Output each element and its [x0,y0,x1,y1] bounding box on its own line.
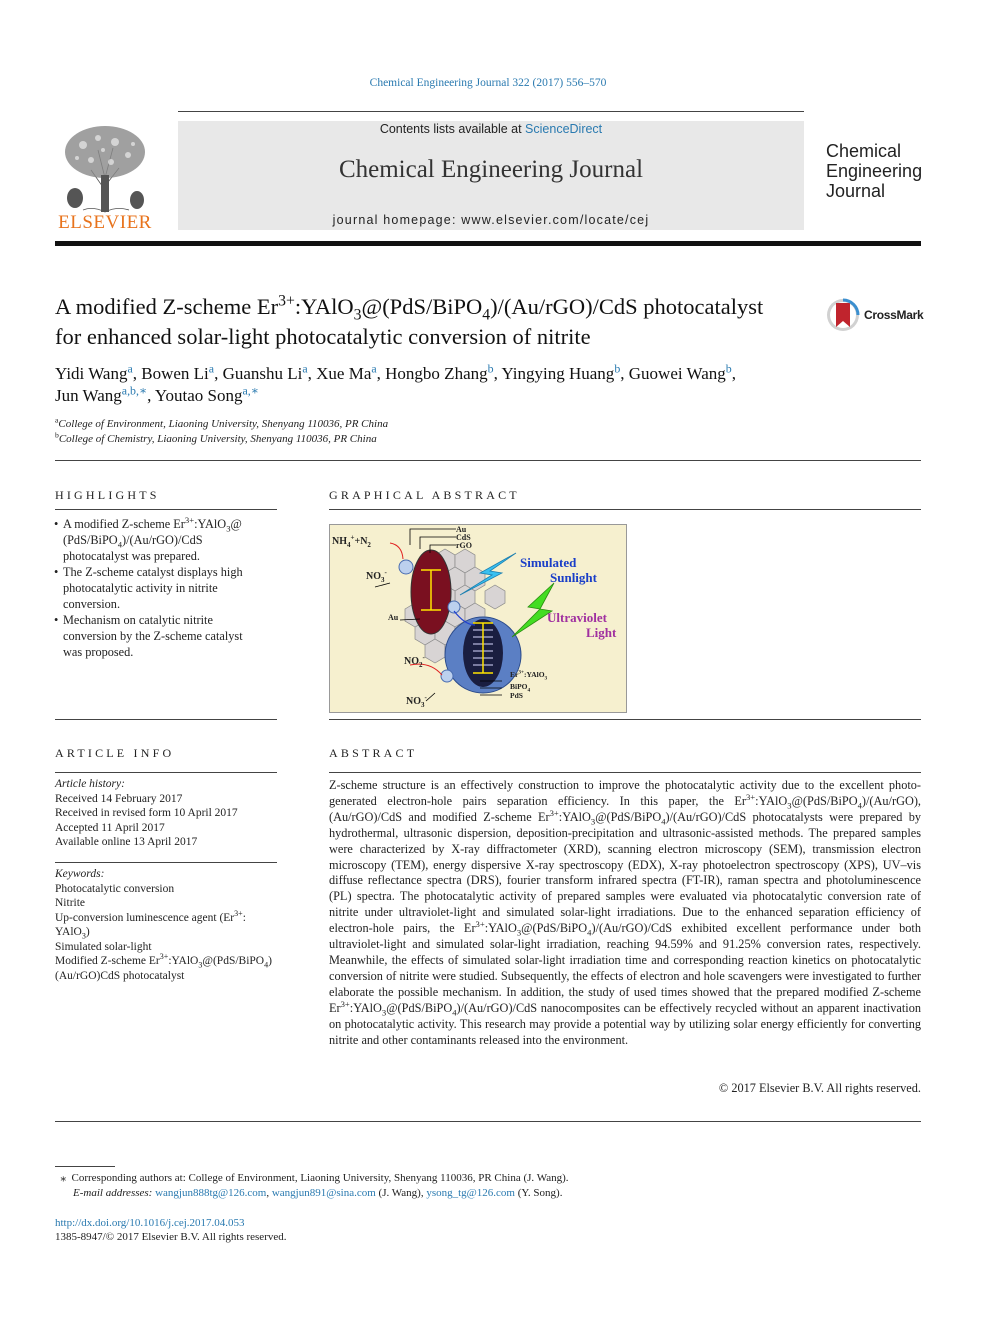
ga-label-light: Light [586,625,617,640]
ga-label-simulated: Simulated [520,555,577,570]
author-list [55,363,921,407]
affiliation-b: $^b$College of Chemistry, Liaoning University, Shenyang 110036, PR China [55,429,377,445]
crossmark-icon [826,297,860,333]
abstract-heading: ABSTRACT [329,746,418,760]
article-title-line-2: for enhanced solar-light photocatalytic conversion of nitrite [55,324,591,349]
affiliation-a-text: College of Environment, Liaoning University, Shenyang 110036, PR China [58,418,389,430]
ga-label-nh4: $NH_4^++N_2$ [332,533,371,549]
crossmark-badge[interactable] [826,297,922,333]
author-line-2: Jun Wang$^{a,b,∗}$, Youtao Song$^{a,∗}$ [55,383,259,405]
author-line-1: Yidi Wang$^a$, Bowen Li$^a$, Guanshu Li$^a$, Xue Ma$^a$, Hongbo Zhang$^b$, Yingying Huang$^b$, Guowei Wang$^b$, [55,361,736,383]
ga-label-bipo4: BiPO$_4$ [510,682,531,694]
article-title [55,292,815,352]
ga-label-er: $Er^{3+}:YAlO_3$ [510,669,548,682]
ga-label-no2: $NO_2^-$ [404,653,425,669]
abstract-bottom-rule [55,1121,921,1122]
affiliation-rule [55,460,921,461]
ga-label-no3-top: $NO_3^-$ [366,568,387,584]
keyword-3: Up-conversion luminescence agent ($Er^{3+}$: YAlO$_3$) [55,908,246,941]
ga-label-pds: PdS [510,691,523,700]
affiliations [55,417,388,446]
ga-label-rgo: rGO [456,541,472,550]
email-label: E-mail addresses: [73,1186,153,1199]
keyword-4: Simulated solar-light [55,940,152,953]
elsevier-tree-icon [53,120,157,216]
journal-header-box [178,121,804,230]
affiliation-b-text: College of Chemistry, Liaoning University, Shenyang 110036, PR China [58,432,377,445]
journal-cover-title [826,141,922,201]
au-particle [399,560,413,574]
cover-title-line-3: Journal [826,181,886,201]
highlights-heading: HIGHLIGHTS [55,488,160,502]
graphical-abstract-figure [329,524,627,713]
abstract-body: Z-scheme structure is an effectively construction to improve the photocatalytic activity due to the excellent photo-generated electron-hole pairs separation efficiency. In this paper, the $Er^{3+}:YAlO_3@(PdS/BiPO_4)/(Au/rGO)$, (Au/rGO)/CdS and modified Z-scheme $Er^{3+}:YAlO_3@(PdS/BiPO_4)/(Au/rGO)$/CdS photocatalysts were prepared by hydrothermal, ultrasonic dispersion, deposition-precipitation and ultrasonic-assisted methods. The prepared samples were characterized by X-ray diffractometer (XRD), scanning electron microscopy (SEM), transmission electron microscopy (TEM), energy dispersive X-ray spectroscopy (EDX), X-ray photoelectron spectroscopy (XPS), UV–vis diffuse reflectance spectra (DRS), fourier transform infrared spectra (FT-IR), raman spectra and photoluminescence (PL) spectra. The photocatalytic activity of prepared samples were evaluated via photocatalytic conversion rate of nitrite under ultraviolet-light and simulated solar-light irradiations. Due to the enhanced separation efficiency of electron-hole pairs, the $Er^{3+}:YAlO_3@(PdS/BiPO_4)/(Au/rGO)$/CdS exhibited excellent performance under both ultraviolet-light and simulated solar-light irradiation, reaching 94.59% and 91.25% conversion rates, respectively. Meanwhile, the effects of simulated solar-light irradiation time and corresponding reaction kinetics on photocatalytic conversion of nitrite were studied. Subsequently, the effects of electron and hole scavengers were investigated to further elaborate the possible mechanism. In addition, the study of used times showed that the prepared modified Z-scheme $Er^{3+}:YAlO_3@(PdS/BiPO_4)/(Au/rGO)$/CdS nanocomposites can be effectively recycled without an apparent inactivation on photocatalytic activity. This research may provide a potential way by utilizing solar energy efficiently for converting nitrite and other contaminants released into the environment. [329,778,921,1047]
footnote-rule [55,1166,115,1167]
keyword-2: Nitrite [55,897,86,909]
email-2-suffix: (J. Wang), [378,1186,424,1199]
cover-title-line-1: Chemical [826,141,902,161]
doi-link[interactable]: http://dx.doi.org/10.1016/j.cej.2017.04.053 [55,1217,245,1229]
header-thick-rule [55,241,921,246]
corresponding-author-note [55,1171,921,1200]
abstract-top-rule [329,772,921,773]
bipo4-hole-particle [441,670,453,682]
ga-label-cds: CdS [456,533,471,542]
corresponding-text: Corresponding authors at: College of Environment, Liaoning University, Shenyang 110036, PR China (J. Wang). [71,1172,569,1184]
email-line [55,1186,921,1201]
highlights-top-rule [55,509,277,510]
article-history [55,777,277,850]
sciencedirect-link[interactable]: ScienceDirect [525,122,603,136]
contents-prefix: Contents lists available at [379,122,526,136]
article-info-mid-rule [55,862,277,863]
keywords [55,867,277,983]
graphical-abstract-top-rule [329,509,921,510]
header-top-rule [178,111,804,112]
highlights-list [55,516,277,660]
graphical-abstract-heading: GRAPHICAL ABSTRACT [329,488,520,502]
journal-title: Chemical Engineering Journal [338,156,644,183]
email-link-3[interactable]: ysong_tg@126.com [426,1186,515,1199]
history-revised: Received in revised form 10 April 2017 [55,807,238,819]
highlights-bottom-rule [55,719,277,720]
highlight-item-2: • The Z-scheme catalyst displays high photocatalytic activity in nitrite conversion. [55,564,277,612]
affiliation-a: $^a$College of Environment, Liaoning University, Shenyang 110036, PR China [55,415,389,430]
email-link-1[interactable]: wangjun888tg@126.com [155,1186,267,1199]
crossmark-label: CrossMark [864,308,924,322]
copyright-line: © 2017 Elsevier B.V. All rights reserved. [718,1081,921,1095]
ga-label-ultraviolet: Ultraviolet [547,610,607,625]
publisher-name: ELSEVIER [58,212,152,233]
article-info-top-rule [55,772,277,773]
keyword-1: Photocatalytic conversion [55,882,175,895]
article-info-heading: ARTICLE INFO [55,746,175,760]
keyword-5: Modified Z-scheme $Er^{3+}:YAlO_3@(PdS/BiPO_4)$ (Au/rGO)CdS photocatalyst [55,952,272,982]
history-received: Received 14 February 2017 [55,792,183,805]
graphical-abstract-bottom-rule [329,719,921,720]
cover-title-line-2: Engineering [826,161,923,181]
keywords-label: Keywords: [55,868,105,880]
history-accepted: Accepted 11 April 2017 [55,821,165,834]
elsevier-logo [53,120,157,232]
corresponding-line: ⁎ Corresponding authors at: College of Environment, Liaoning University, Shenyang 110036, PR China (J. Wang). [55,1172,569,1184]
journal-citation[interactable]: Chemical Engineering Journal 322 (2017) 556–570 [369,77,607,89]
issn-line: 1385-8947/© 2017 Elsevier B.V. All rights reserved. [55,1231,287,1243]
email-1-suffix: , [266,1186,270,1199]
email-link-2[interactable]: wangjun891@sina.com [271,1186,376,1199]
ga-label-au-left: Au [388,613,399,622]
history-label: Article history: [55,778,125,790]
history-online: Available online 13 April 2017 [55,836,198,848]
ga-label-no3-bottom: $NO_3^-$ [406,693,427,709]
highlight-item-1: • A modified Z-scheme $Er^{3+}:YAlO_3@$ (PdS/BiPO$_4$)/(Au/rGO)/CdS photocatalyst was prepared. [55,516,277,564]
contents-line [178,122,804,136]
email-3-suffix: (Y. Song). [517,1186,563,1199]
article-title-line-1: A modified Z-scheme $Er^{3+}:YAlO_3@(PdS/BiPO_4)/(Au/rGO)$/CdS photocatalyst [55,292,764,324]
ga-label-au-top: Au [456,525,467,534]
ga-label-sunlight: Sunlight [550,570,597,585]
highlight-item-3: • Mechanism on catalytic nitrite conversion by the Z-scheme catalyst was proposed. [55,612,277,660]
journal-homepage[interactable]: journal homepage: www.elsevier.com/locate/cej [332,213,650,227]
